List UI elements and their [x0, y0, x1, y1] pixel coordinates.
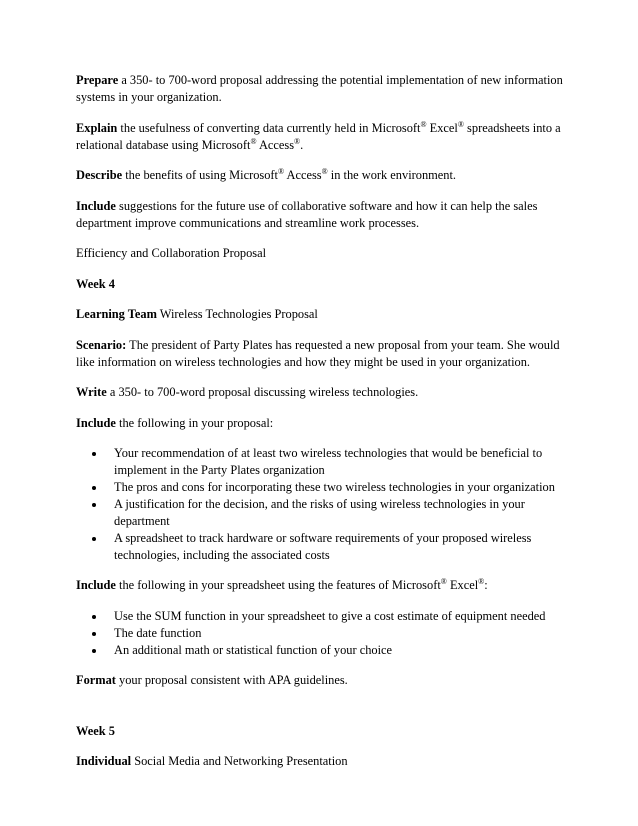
include-collab-paragraph: Include suggestions for the future use of collaborative software and how it can help the sales department improve communications and streamline work processes.	[76, 198, 538, 230]
spreadsheet-requirements-list	[76, 608, 578, 659]
write-paragraph: Write a 350- to 700-word proposal discussing wireless technologies.	[76, 385, 419, 399]
include-keyword: Include	[76, 415, 116, 430]
write-keyword: Write	[76, 385, 107, 399]
registered-mark: ®	[294, 136, 301, 146]
list-item: Your recommendation of at least two wireless technologies that would be beneficial to implement in the Party Plates organization	[114, 445, 578, 479]
include-keyword: Include	[76, 578, 116, 592]
individual-paragraph: Individual Social Media and Networking Presentation	[76, 754, 348, 768]
individual-keyword: Individual	[76, 754, 132, 768]
list-item: A spreadsheet to track hardware or software requirements of your proposed wireless technologies, including the associated costs	[114, 530, 578, 564]
include-spreadsheet-paragraph: Include the following in your spreadsheet using the features of Microsoft® Excel®:	[76, 577, 488, 592]
learning-team-keyword: Learning Team	[76, 307, 157, 321]
proposal-title: Efficiency and Collaboration Proposal	[76, 246, 267, 260]
list-item: An additional math or statistical function of your choice	[114, 642, 578, 659]
week-4-heading: Week 4	[76, 276, 115, 291]
explain-keyword: Explain	[76, 120, 118, 135]
format-keyword: Format	[76, 672, 116, 687]
scenario-paragraph: Scenario: The president of Party Plates has requested a new proposal from your team. She would like information on wireless technologies and how they might be used in your organization.	[76, 337, 560, 369]
explain-paragraph: Explain the usefulness of converting data currently held in Microsoft® Excel® spreadsheets into a relational database using Microsoft® Access®.	[76, 119, 561, 152]
include-keyword: Include	[76, 198, 116, 213]
registered-mark: ®	[321, 167, 328, 176]
prepare-keyword: Prepare	[76, 73, 119, 87]
registered-mark: ®	[420, 119, 427, 129]
describe-paragraph: Describe the benefits of using Microsoft® Access® in the work environment.	[76, 167, 457, 182]
include-proposal-paragraph: Include the following in your proposal:	[76, 415, 274, 430]
registered-mark: ®	[457, 119, 464, 129]
learning-team-paragraph: Learning Team Wireless Technologies Proposal	[76, 307, 318, 321]
format-paragraph: Format your proposal consistent with APA guidelines.	[76, 672, 348, 687]
prepare-paragraph: Prepare a 350- to 700-word proposal addressing the potential implementation of new information systems in your organization.	[76, 73, 563, 104]
scenario-keyword: Scenario:	[76, 337, 127, 352]
proposal-requirements-list	[76, 445, 578, 564]
list-item: The pros and cons for incorporating these two wireless technologies in your organization	[114, 479, 578, 496]
registered-mark: ®	[250, 136, 257, 146]
describe-keyword: Describe	[76, 168, 123, 182]
registered-mark: ®	[478, 577, 485, 586]
registered-mark: ®	[278, 167, 285, 176]
list-item: The date function	[114, 625, 578, 642]
list-item: A justification for the decision, and the risks of using wireless technologies in your department	[114, 496, 578, 530]
week-5-heading: Week 5	[76, 723, 115, 738]
list-item: Use the SUM function in your spreadsheet to give a cost estimate of equipment needed	[114, 608, 578, 625]
registered-mark: ®	[440, 577, 447, 586]
